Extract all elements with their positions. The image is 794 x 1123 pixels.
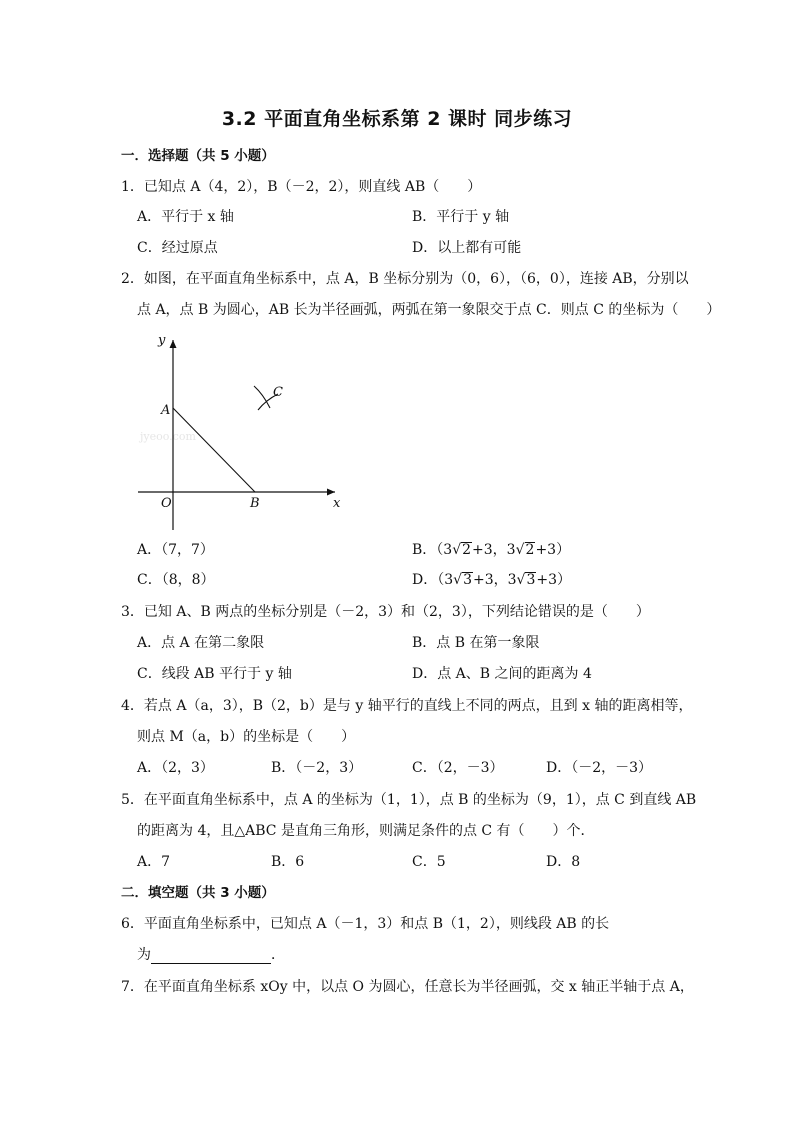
q2d-radicand-2: 3 [526,572,536,588]
question-5-stem-line2: 的距离为 4，且△ABC 是直角三角形，则满足条件的点 C 有（ ）个． [137,823,595,839]
question-1-option-a: A．平行于 x 轴 [137,209,234,225]
point-c-label: C [273,385,283,400]
arc-from-a [254,386,270,408]
q2b-radicand-2: 2 [525,542,535,558]
q2b-mid: +3，3 [472,542,516,558]
question-2-option-d [412,571,571,589]
point-a-label: A [161,403,171,418]
y-axis-label: y [158,333,166,348]
radical-sign: √ [516,572,526,588]
q2b-radicand-1: 2 [462,542,472,558]
question-3-option-b: B．点 B 在第一象限 [412,635,540,651]
question-2-option-b [412,541,570,559]
q2b-suffix: +3） [535,542,571,558]
q2d-radicand-1: 3 [463,572,472,588]
q2d-suffix: +3） [536,572,572,588]
answer-blank[interactable] [151,949,271,964]
radical-sign: √ [515,542,525,558]
q2d-prefix: D．（3 [412,572,454,588]
question-2-stem-line1: 2．如图，在平面直角坐标系中，点 A，B 坐标分别为（0，6），（6，0），连接 AB，分别以 [121,271,689,287]
question-1-stem: 1．已知点 A（4，2），B（－2，2），则直线 AB（ ） [121,179,482,195]
question-4-option-d: D．（－2，－3） [546,760,653,776]
question-5-option-b: B．6 [271,854,305,870]
segment-ab [173,408,255,492]
question-4-option-a: A．（2，3） [137,760,214,776]
question-6-stem-line2 [137,946,285,964]
question-1-option-b: B．平行于 y 轴 [412,209,510,225]
q6-prefix: 为 [137,947,151,963]
x-axis-label: x [333,496,341,511]
question-5-option-d: D．8 [546,854,581,870]
q2d-mid: +3，3 [472,572,517,588]
question-4-option-b: B．（－2，3） [271,760,363,776]
question-5-option-a: A．7 [137,854,171,870]
question-7-stem-line1: 7．在平面直角坐标系 xOy 中，以点 O 为圆心，任意长为半径画弧，交 x 轴正半轴于点 A， [121,979,694,995]
question-1-option-d: D．以上都有可能 [412,240,522,256]
diagram-watermark: jyeoo.com [140,430,196,443]
question-3-stem: 3．已知 A、B 两点的坐标分别是（－2，3）和（2，3），下列结论错误的是（ ） [121,604,650,620]
question-5-option-c: C．5 [412,854,446,870]
question-2-option-c: C．（8，8） [137,572,215,588]
q2b-prefix: B．（3 [412,542,453,558]
radical-sign: √ [453,572,463,588]
q6-suffix: ． [271,947,285,963]
point-b-label: B [250,496,260,511]
question-5-stem-line1: 5．在平面直角坐标系中，点 A 的坐标为（1，1），点 B 的坐标为（9，1），点 C 到直线 AB [121,792,697,808]
question-1-option-c: C．经过原点 [137,240,218,256]
origin-label: O [161,496,172,511]
question-4-option-c: C．（2，－3） [412,760,504,776]
radical-sign: √ [452,542,462,558]
coordinate-diagram [130,330,350,540]
question-6-stem-line1: 6．平面直角坐标系中，已知点 A（－1，3）和点 B（1，2），则线段 AB 的长 [121,916,610,932]
question-4-stem-line2: 则点 M（a，b）的坐标是（ ） [137,729,356,745]
page-title: 3.2 平面直角坐标系第 2 课时 同步练习 [221,108,573,130]
section-heading-choice: 一．选择题（共 5 小题） [121,148,275,164]
question-3-option-a: A．点 A 在第二象限 [137,635,265,651]
question-3-option-c: C．线段 AB 平行于 y 轴 [137,666,292,682]
y-axis-arrow [170,340,177,348]
question-2-stem-line2: 点 A，点 B 为圆心，AB 长为半径画弧，两弧在第一象限交于点 C．则点 C 的坐标为（ ） [137,302,721,318]
section-heading-fill: 二．填空题（共 3 小题） [121,885,275,901]
question-2-option-a: A．（7，7） [137,542,214,558]
x-axis-arrow [327,489,335,496]
question-4-stem-line1: 4．若点 A（a，3），B（2，b）是与 y 轴平行的直线上不同的两点，且到 x 轴的距离相等， [121,698,693,714]
question-3-option-d: D．点 A、B 之间的距离为 4 [412,666,592,682]
